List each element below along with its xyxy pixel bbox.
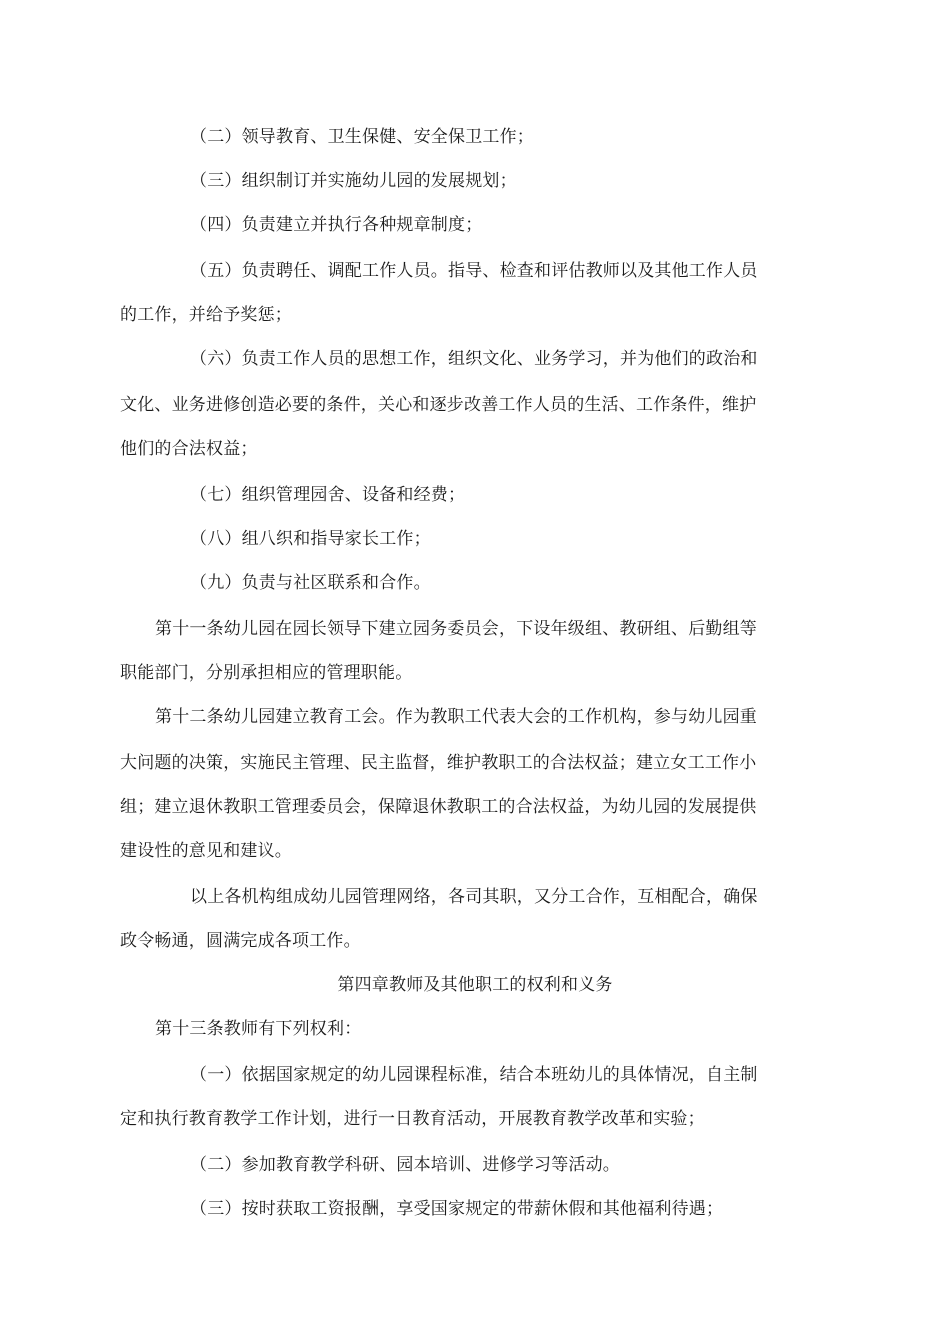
- text-line: 以上各机构组成幼儿园管理网络，各司其职，又分工合作，互相配合，确保: [190, 887, 758, 907]
- text-line: 第十三条教师有下列权利：: [155, 1019, 362, 1039]
- text-line: 大问题的决策，实施民主管理、民主监督，维护教职工的合法权益；建立女工工作小: [120, 753, 757, 773]
- text-line: （五）负责聘任、调配工作人员。指导、检查和评估教师以及其他工作人员: [190, 261, 758, 281]
- text-line: 定和执行教育教学工作计划，进行一日教育活动，开展教育教学改革和实验；: [120, 1109, 705, 1129]
- text-line: （一）依据国家规定的幼儿园课程标准，结合本班幼儿的具体情况，自主制: [190, 1065, 758, 1085]
- text-line: 第十二条幼儿园建立教育工会。作为教职工代表大会的工作机构，参与幼儿园重: [155, 707, 757, 727]
- text-line: （三）按时获取工资报酬，享受国家规定的带薪休假和其他福利待遇；: [190, 1199, 724, 1219]
- text-line: 的工作，并给予奖惩；: [120, 305, 292, 325]
- text-line: 建设性的意见和建议。: [120, 841, 292, 861]
- text-line: （二）领导教育、卫生保健、安全保卫工作；: [190, 127, 534, 147]
- text-line: 第十一条幼儿园在园长领导下建立园务委员会，下设年级组、教研组、后勤组等: [155, 619, 757, 639]
- text-line: （二）参加教育教学科研、园本培训、进修学习等活动。: [190, 1155, 620, 1175]
- text-line: 文化、业务进修创造必要的条件，关心和逐步改善工作人员的生活、工作条件，维护: [120, 395, 757, 415]
- text-line: （三）组织制订并实施幼儿园的发展规划；: [190, 171, 517, 191]
- text-line: （九）负责与社区联系和合作。: [190, 573, 431, 593]
- text-line: 职能部门，分别承担相应的管理职能。: [120, 663, 413, 683]
- text-line: （八）组八织和指导家长工作；: [190, 529, 431, 549]
- text-line: （四）负责建立并执行各种规章制度；: [190, 215, 483, 235]
- text-line: 他们的合法权益；: [120, 439, 258, 459]
- chapter-heading: 第四章教师及其他职工的权利和义务: [337, 975, 613, 995]
- text-line: 组；建立退休教职工管理委员会，保障退休教职工的合法权益，为幼儿园的发展提供: [120, 797, 757, 817]
- text-line: （七）组织管理园舍、设备和经费；: [190, 485, 466, 505]
- text-line: （六）负责工作人员的思想工作，组织文化、业务学习，并为他们的政治和: [190, 349, 758, 369]
- text-line: 政令畅通，圆满完成各项工作。: [120, 931, 361, 951]
